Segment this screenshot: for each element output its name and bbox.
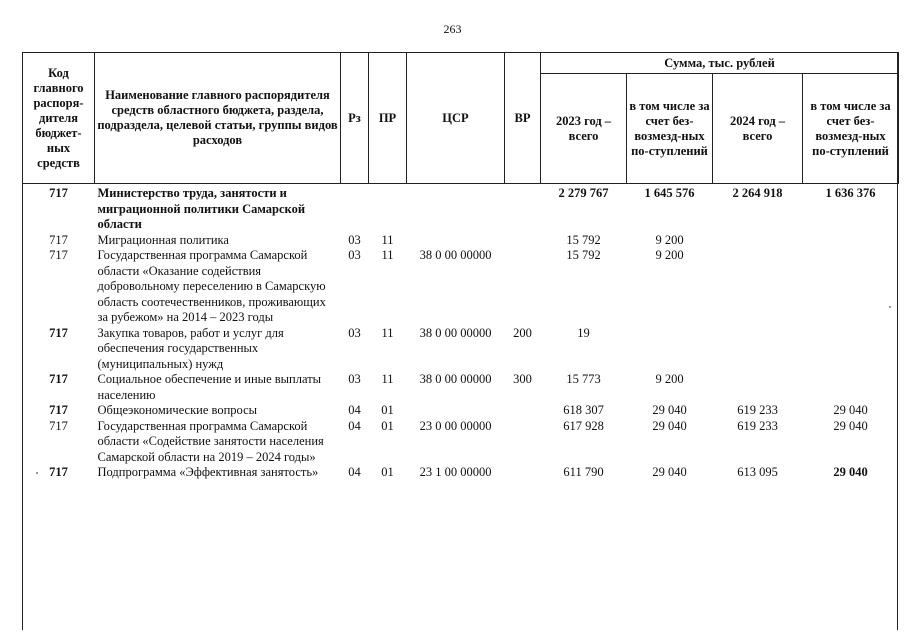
cell-pr: 01 [381, 403, 394, 417]
cell-rz: 04 [348, 465, 361, 479]
cell-csr [407, 233, 505, 249]
cell-name: Подпрограмма «Эффективная занятость» [97, 465, 319, 479]
cell-rz [341, 184, 369, 233]
cell-vr [505, 248, 541, 326]
cell-name: Миграционная политика [97, 232, 229, 247]
cell-2024-total [713, 248, 803, 326]
header-kod: Код главного распоря-дителя бюджет-ных средств [23, 53, 95, 184]
cell-kod: 717 [49, 403, 68, 417]
header-pr: ПР [369, 53, 407, 184]
scan-speck [889, 306, 891, 308]
cell-2023-total: 617 928 [563, 418, 604, 433]
table-row [23, 465, 899, 481]
header-2024-free: в том числе за счет без-возмезд-ных по-ступлений [803, 74, 899, 184]
cell-2024-free: 29 040 [833, 418, 868, 433]
cell-pr: 01 [381, 418, 394, 433]
table-row [23, 233, 899, 249]
cell-2024-total [713, 233, 803, 249]
table-row [23, 403, 899, 419]
table-row [23, 184, 899, 233]
cell-2023-total: 15 792 [566, 248, 601, 262]
cell-vr [505, 403, 541, 419]
cell-kod: 717 [49, 465, 68, 479]
table-row [23, 419, 899, 466]
cell-vr: 200 [513, 325, 532, 340]
cell-vr: 300 [513, 372, 532, 386]
cell-2024-free: 29 040 [833, 465, 868, 479]
header-rz: Рз [341, 53, 369, 184]
header-sum-group: Сумма, тыс. рублей [541, 53, 899, 74]
header-csr: ЦСР [407, 53, 505, 184]
cell-rz: 04 [348, 418, 361, 433]
cell-2024-total: 2 264 918 [732, 186, 783, 200]
header-2023-free: в том числе за счет без-возмезд-ных по-ступлений [627, 74, 713, 184]
cell-2023-free: 29 040 [652, 403, 687, 417]
cell-2024-total: 619 233 [737, 403, 778, 417]
cell-2023-total: 19 [577, 325, 590, 340]
cell-2023-free: 29 040 [652, 418, 687, 433]
cell-2024-free [803, 248, 899, 326]
cell-pr [369, 184, 407, 233]
cell-2023-total: 618 307 [563, 403, 604, 417]
page-number: 263 [443, 22, 462, 36]
cell-vr [505, 419, 541, 466]
cell-kod: 717 [49, 418, 68, 433]
cell-rz: 04 [348, 403, 361, 417]
cell-csr: 23 1 00 00000 [419, 465, 492, 479]
cell-2023-free: 9 200 [655, 248, 684, 262]
header-2023-total: 2023 год – всего [541, 74, 627, 184]
cell-2023-free: 29 040 [652, 465, 687, 479]
cell-csr: 38 0 00 00000 [419, 325, 492, 340]
cell-name: Министерство труда, занятости и миграционной политики Самарской области [97, 186, 306, 231]
cell-csr [407, 184, 505, 233]
cell-2024-total: 613 095 [737, 465, 778, 479]
cell-rz: 03 [348, 372, 361, 386]
scan-speck [36, 472, 38, 474]
cell-name: Государственная программа Самарской области «Оказание содействия добровольному переселению в Самарскую область соотечественников, проживающих за рубежом» на 2014 – 2023 годы [97, 248, 326, 324]
cell-2023-free: 9 200 [655, 372, 684, 386]
header-vr: ВР [505, 53, 541, 184]
cell-rz: 03 [348, 325, 361, 340]
cell-pr: 11 [381, 372, 394, 386]
cell-2024-free: 1 636 376 [825, 186, 876, 200]
table-row [23, 372, 899, 403]
cell-2024-total [713, 372, 803, 403]
cell-csr: 23 0 00 00000 [419, 418, 492, 433]
cell-csr [407, 403, 505, 419]
cell-name: Общеэкономические вопросы [97, 403, 258, 417]
cell-vr [505, 233, 541, 249]
cell-pr: 01 [381, 465, 394, 479]
cell-2023-total: 611 790 [563, 465, 604, 479]
budget-table [22, 52, 899, 481]
cell-2024-total: 619 233 [737, 418, 778, 433]
cell-2023-free: 9 200 [655, 232, 684, 247]
cell-kod: 717 [49, 325, 68, 340]
header-2024-total: 2024 год – всего [713, 74, 803, 184]
cell-pr: 11 [381, 232, 394, 247]
table-row [23, 248, 899, 326]
cell-csr: 38 0 00 00000 [419, 248, 492, 262]
table-row [23, 326, 899, 373]
cell-2024-free [803, 233, 899, 249]
cell-rz: 03 [348, 248, 361, 262]
cell-pr: 11 [381, 248, 394, 262]
cell-name: Закупка товаров, работ и услуг для обеспечения государственных (муниципальных) нужд [97, 325, 284, 371]
cell-2023-total: 15 773 [566, 372, 601, 386]
cell-name: Государственная программа Самарской области «Содействие занятости населения Самарской области на 2019 – 2024 годы» [97, 418, 324, 464]
cell-rz: 03 [348, 232, 361, 247]
cell-2024-free [803, 326, 899, 373]
table-body [23, 184, 899, 481]
cell-vr [505, 184, 541, 233]
header-name: Наименование главного распорядителя средств областного бюджета, раздела, подраздела, целевой статьи, группы видов расходов [95, 53, 341, 184]
cell-kod: 717 [49, 248, 68, 262]
cell-vr [505, 465, 541, 481]
cell-2023-free: 1 645 576 [644, 186, 695, 200]
cell-2024-free: 29 040 [833, 403, 868, 417]
cell-kod: 717 [49, 372, 68, 386]
cell-pr: 11 [381, 325, 394, 340]
cell-2024-free [803, 372, 899, 403]
cell-2023-free [627, 326, 713, 373]
cell-kod: 717 [49, 186, 68, 200]
cell-2023-total: 2 279 767 [558, 186, 609, 200]
cell-2024-total [713, 326, 803, 373]
cell-csr: 38 0 00 00000 [419, 372, 492, 386]
cell-kod: 717 [49, 232, 68, 247]
cell-name: Социальное обеспечение и иные выплаты населению [97, 372, 322, 402]
cell-2023-total: 15 792 [566, 232, 601, 247]
